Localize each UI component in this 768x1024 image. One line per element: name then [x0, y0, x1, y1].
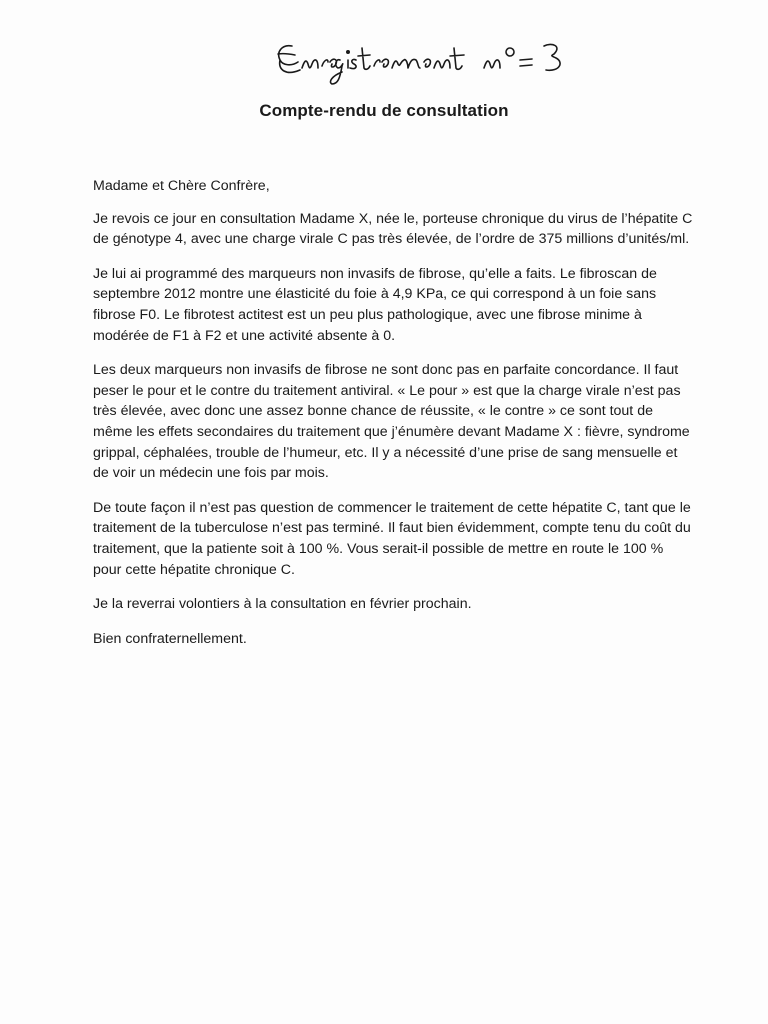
handwritten-annotation-image: [270, 18, 610, 98]
letter-body: [93, 176, 693, 649]
salutation: Madame et Chère Confrère,: [93, 178, 270, 194]
paragraph: Je la reverrai volontiers à la consultation en février prochain.: [93, 596, 472, 613]
closing: Bien confraternellement.: [93, 630, 247, 647]
paragraph: Je revois ce jour en consultation Madame X, née le, porteuse chronique du virus de l’hépatite C de génotype 4, avec une charge virale C pas très élevée, de l’ordre de 375 millions d’unités/ml.: [93, 210, 693, 248]
handwritten-header: [270, 18, 610, 98]
paragraph: Je lui ai programmé des marqueurs non invasifs de fibrose, qu’elle a faits. Le fibroscan de septembre 2012 montre une élasticité du foie à 4,9 KPa, ce qui correspond à un foie sans fibrose F0. Le fibrotest actitest est un peu plus pathologique, avec une fibrose minime à modérée de F1 à F2 et une activité absente à 0.: [93, 265, 657, 344]
paragraph: De toute façon il n’est pas question de commencer le traitement de cette hépatite C, tant que le traitement de la tuberculose n’est pas terminé. Il faut bien évidemment, compte tenu du coût du traitement, que la patiente soit à 100 %. Vous serait-il possible de mettre en route le 100 % pour cette hépatite chronique C.: [93, 499, 691, 578]
document-title: Compte-rendu de consultation: [259, 101, 509, 120]
paragraph: Les deux marqueurs non invasifs de fibrose ne sont donc pas en parfaite concordance. Il faut peser le pour et le contre du traitement antiviral. « Le pour » est que la charge virale n’est pas très élevée, avec donc une assez bonne chance de réussite, « le contre » ce sont tout de même les effets secondaires du traitement que j’énumère devant Madame X : fièvre, syndrome grippal, céphalées, trouble de l’humeur, etc. Il y a nécessité d’une prise de sang mensuelle et de voir un médecin une fois par mois.: [93, 362, 690, 482]
